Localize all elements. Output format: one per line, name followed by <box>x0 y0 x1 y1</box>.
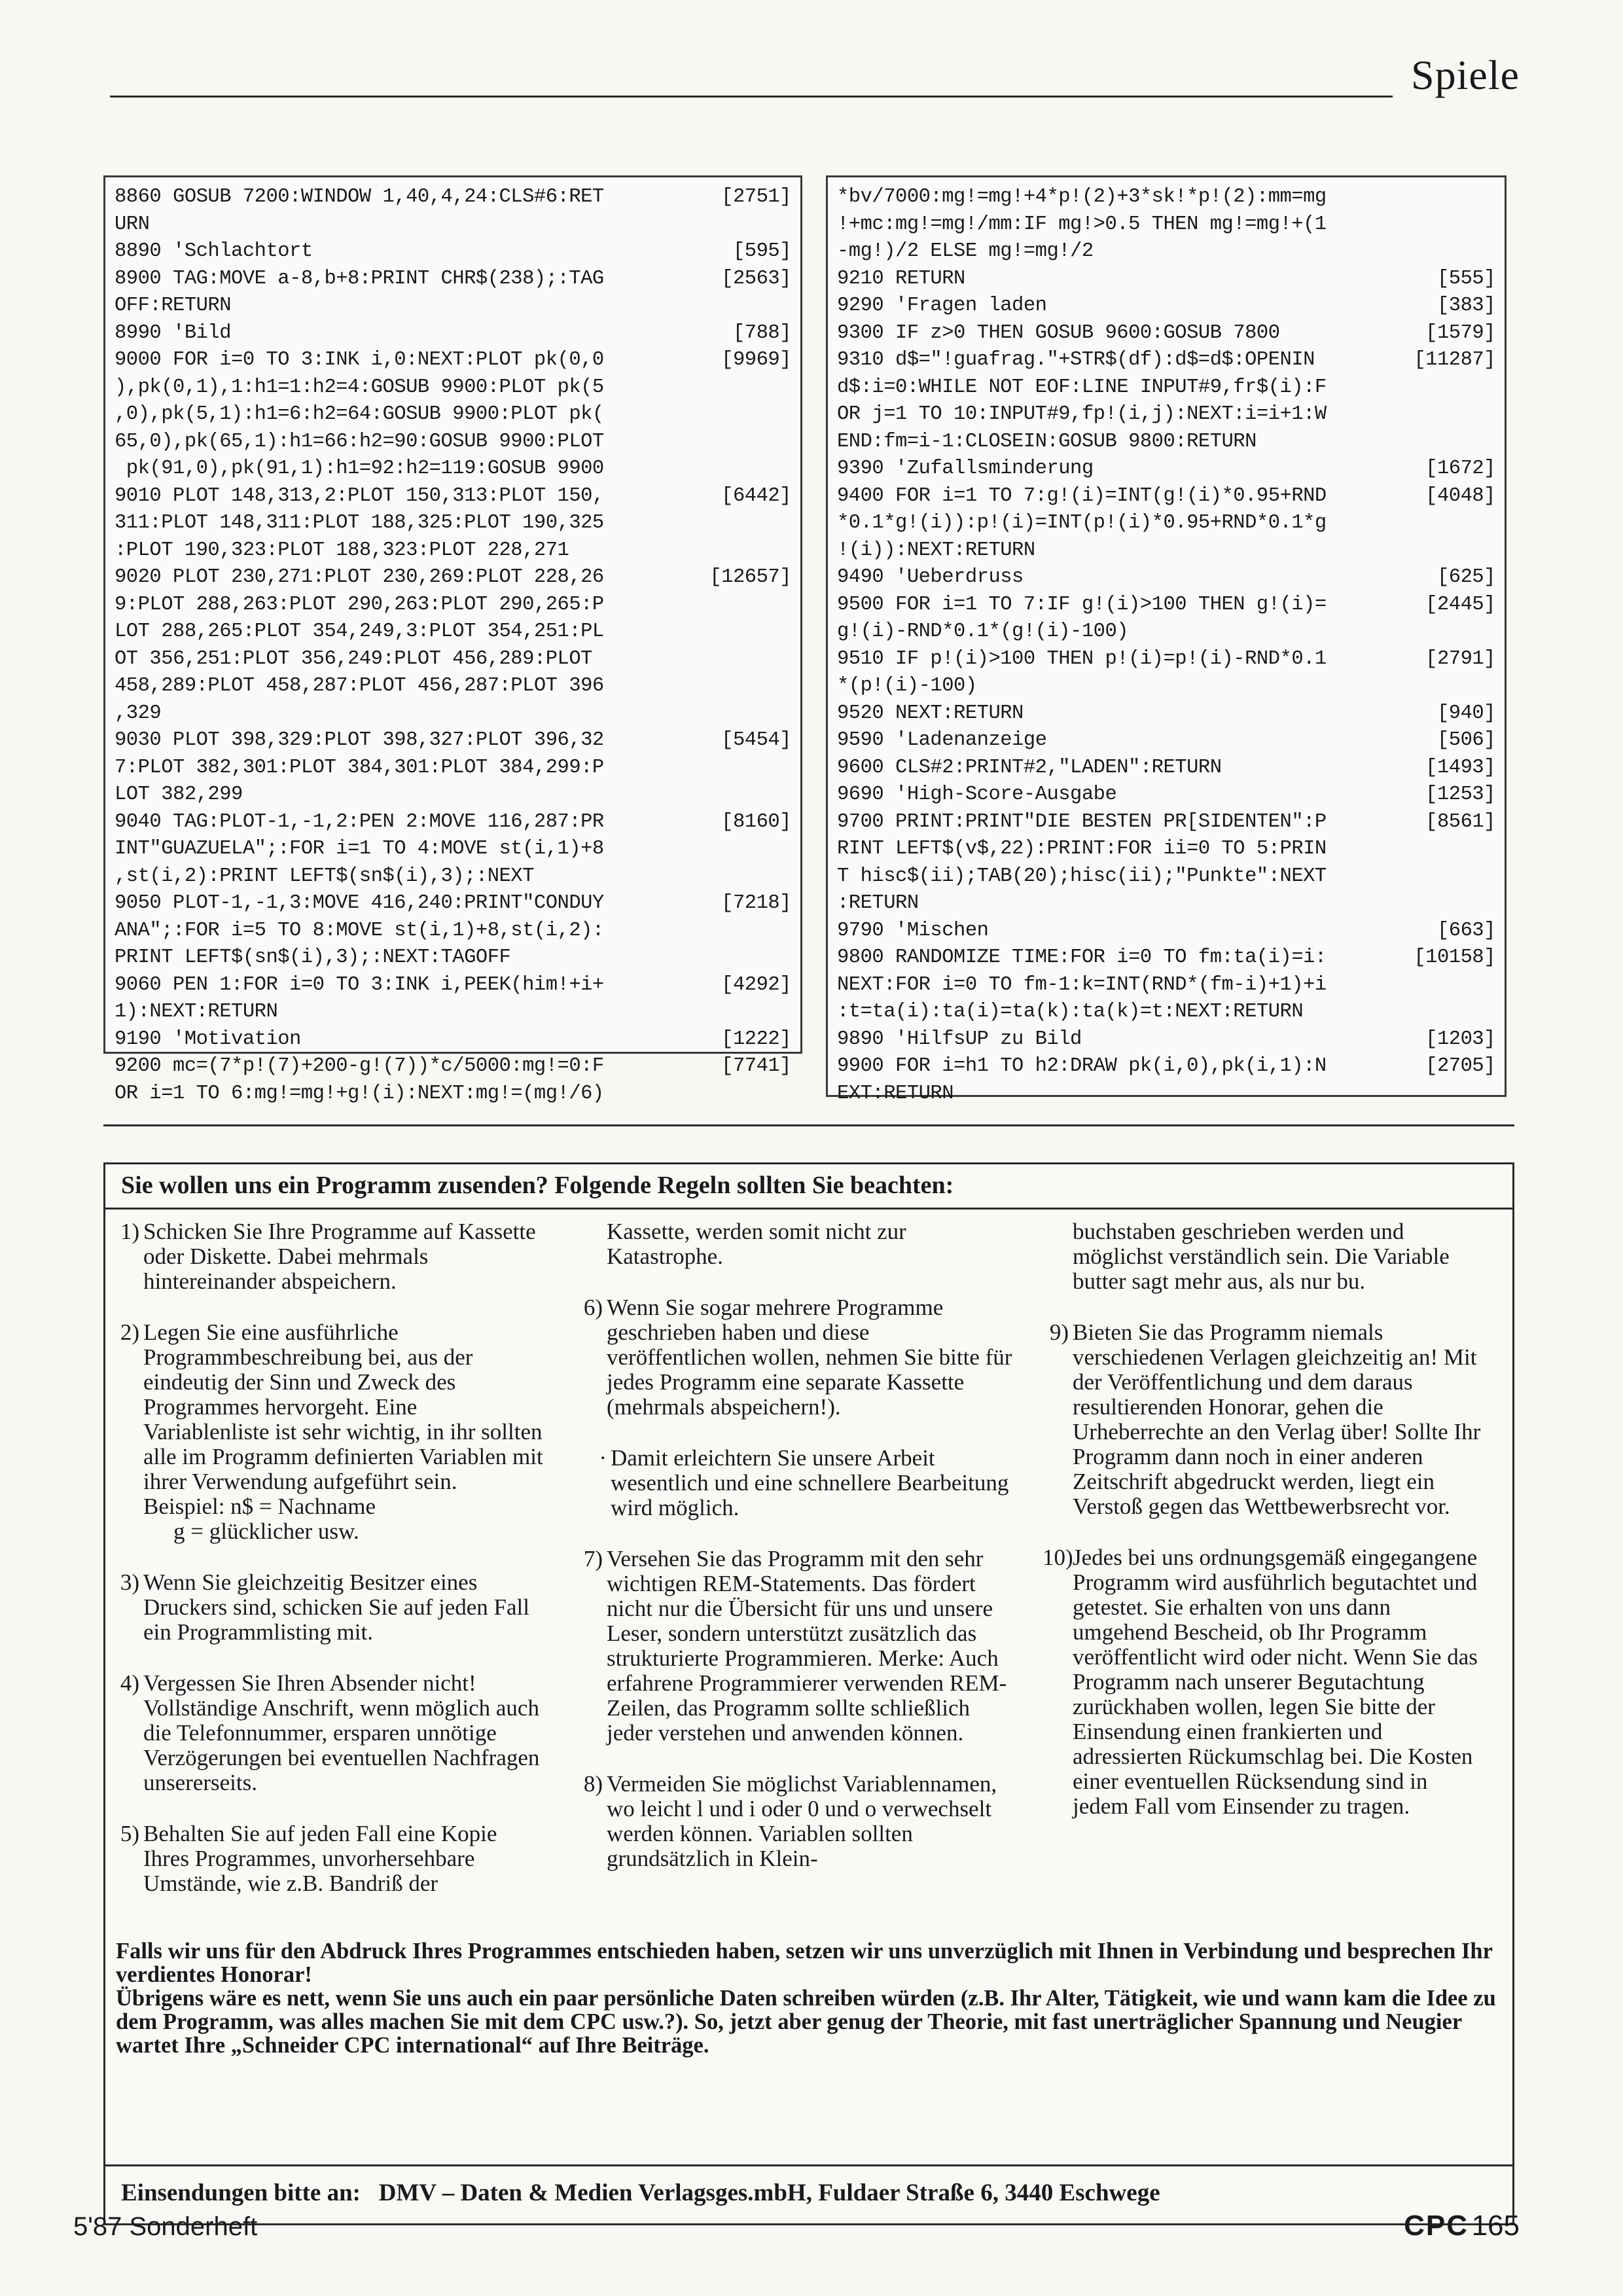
note-mark: · <box>599 1445 607 1471</box>
checksum: [4292] <box>721 973 791 996</box>
checksum: [4048] <box>1425 484 1495 507</box>
rule-9 <box>1043 1320 1482 1519</box>
checksum: [11287] <box>1414 349 1495 371</box>
code-line <box>837 592 1495 619</box>
checksum: [663] <box>1436 919 1495 942</box>
checksum: [1222] <box>721 1028 791 1050</box>
code-line <box>837 483 1495 511</box>
code-line <box>115 999 791 1026</box>
code-text: 9590 'Ladenanzeige <box>837 729 1047 751</box>
checksum: [506] <box>1436 729 1495 751</box>
code-line <box>837 890 1495 918</box>
checksum: [595] <box>732 240 791 262</box>
code-text: 65,0),pk(65,1):h1=66:h2=90:GOSUB 9900:PLOT <box>115 430 604 453</box>
code-text: 9200 mc=(7*p!(7)+200-g!(7))*c/5000:mg!=0:F <box>115 1055 604 1077</box>
code-text: 9700 PRINT:PRINT"DIE BESTEN PR[SIDENTEN":P <box>837 810 1327 833</box>
rule-number: 7) <box>583 1546 603 1571</box>
code-line <box>837 1026 1495 1054</box>
code-line <box>837 836 1495 863</box>
code-line <box>837 510 1495 537</box>
code-text: LOT 288,265:PLOT 354,249,3:PLOT 354,251:PL <box>115 620 604 643</box>
rule-text: Wenn Sie sogar mehrere Programme geschrieben haben und diese veröffentlichen wollen, nehmen Sie bitte für jedes Programm eine separate Kassette (mehrmals abspeichern!). <box>607 1295 1012 1420</box>
rule-2 <box>113 1320 545 1544</box>
code-line <box>115 510 791 537</box>
code-text: 9050 PLOT-1,-1,3:MOVE 416,240:PRINT"CONDUY <box>115 892 604 914</box>
rule-text: Behalten Sie auf jeden Fall eine Kopie Ihres Programmes, unvorhersehbare Umstände, wie z.B. Bandriß der <box>143 1821 497 1896</box>
checksum: [7741] <box>721 1055 791 1077</box>
rule-number: 3) <box>120 1570 139 1595</box>
code-text: -mg!)/2 ELSE mg!=mg!/2 <box>837 240 1094 262</box>
code-text: 9400 FOR i=1 TO 7:g!(i)=INT(g!(i)*0.95+RND <box>837 484 1327 507</box>
rule-number: 2) <box>120 1319 139 1345</box>
checksum: [8160] <box>721 810 791 833</box>
section-divider <box>103 1124 1514 1126</box>
code-text: ,329 <box>115 702 162 725</box>
code-text: 7:PLOT 382,301:PLOT 384,301:PLOT 384,299:P <box>115 756 604 779</box>
rule-number: 4) <box>120 1670 139 1696</box>
code-text: ),pk(0,1),1:h1=1:h2=4:GOSUB 9900:PLOT pk(5 <box>115 376 604 399</box>
code-text: 9020 PLOT 230,271:PLOT 230,269:PLOT 228,26 <box>115 566 604 588</box>
checksum: [2791] <box>1425 647 1495 670</box>
code-text: *bv/7000:mg!=mg!+4*p!(2)+3*sk!*p!(2):mm=mg <box>837 186 1327 208</box>
code-text: 9310 d$="!guafrag."+STR$(df):d$=d$:OPENIN <box>837 349 1315 371</box>
code-line <box>115 781 791 809</box>
code-text: pk(91,0),pk(91,1):h1=92:h2=119:GOSUB 9900 <box>115 457 604 480</box>
code-text: 9600 CLS#2:PRINT#2,"LADEN":RETURN <box>837 756 1222 779</box>
code-line <box>837 429 1495 456</box>
code-text: 8890 'Schlachtort <box>115 240 313 262</box>
closing-paragraph-1: Falls wir uns für den Abdruck Ihres Programmes entschieden haben, setzen wir uns unverzüglich mit Ihnen in Verbindung und besprechen Ihr verdientes Honorar! <box>116 1939 1493 1987</box>
code-line <box>837 238 1495 266</box>
code-text: 9490 'Ueberdruss <box>837 566 1024 588</box>
checksum: [8561] <box>1425 810 1495 833</box>
code-line <box>837 537 1495 565</box>
code-text: !+mc:mg!=mg!/mm:IF mg!>0.5 THEN mg!=mg!+(1 <box>837 213 1327 236</box>
checksum: [7218] <box>721 892 791 914</box>
rules-heading: Sie wollen uns ein Programm zusenden? Folgende Regeln sollten Sie beachten: <box>121 1172 954 1199</box>
code-text: 311:PLOT 148,311:PLOT 188,325:PLOT 190,325 <box>115 512 604 534</box>
code-line <box>115 347 791 374</box>
code-line <box>115 1081 791 1108</box>
code-text: 9:PLOT 288,263:PLOT 290,263:PLOT 290,265:P <box>115 593 604 616</box>
code-line <box>115 755 791 782</box>
code-text: *(p!(i)-100) <box>837 675 977 697</box>
code-line <box>837 700 1495 728</box>
code-text: ,0),pk(5,1):h1=6:h2=64:GOSUB 9900:PLOT pk( <box>115 403 604 425</box>
checksum: [555] <box>1436 267 1495 290</box>
code-line <box>115 890 791 918</box>
code-line <box>837 918 1495 945</box>
code-text: OR j=1 TO 10:INPUT#9,fp!(i,j):NEXT:i=i+1:W <box>837 403 1327 425</box>
rule-number: 1) <box>120 1219 139 1244</box>
code-line <box>837 320 1495 348</box>
code-text: :RETURN <box>837 892 919 914</box>
rule-text: Jedes bei uns ordnungsgemäß eingegangene Programm wird ausführlich begutachtet und getestet. Sie erhalten von uns dann umgehend Bescheid, ob Ihr Programm veröffentlicht wird oder nicht. Wenn Sie das Programm nach unserer Begutachtung zurückhaben wollen, legen Sie bitte der Einsendung einen frankierten und adressierten Rückumschlag bei. Die Kosten einer eventuellen Rücksendung sind in jedem Fall vom Einsender zu tragen. <box>1073 1545 1478 1819</box>
code-text: 9690 'High-Score-Ausgabe <box>837 783 1117 806</box>
closing-paragraph-2: Übrigens wäre es nett, wenn Sie uns auch ein paar persönliche Daten schreiben würden (z.B. Ihr Alter, Tätigkeit, wie und wann kam die Idee zu dem Programm, was alles machen Sie mit dem CPC usw.?). So, jetzt aber genug der Theorie, mit fast unerträglicher Spannung und Neugier wartet Ihre „Schneider CPC international“ auf Ihre Beiträge. <box>116 1986 1496 2058</box>
code-text: 458,289:PLOT 458,287:PLOT 456,287:PLOT 396 <box>115 675 604 697</box>
code-text: 9790 'Mischen <box>837 919 989 942</box>
code-text: 1):NEXT:RETURN <box>115 1001 278 1023</box>
rule-1 <box>113 1219 545 1294</box>
rule-3 <box>113 1570 545 1645</box>
rules-column-2 <box>577 1219 1014 1897</box>
checksum: [5454] <box>721 729 791 751</box>
submission-rules-box <box>103 1162 1514 2225</box>
code-line <box>115 266 791 293</box>
checksum: [1253] <box>1425 783 1495 806</box>
code-text: 9300 IF z>0 THEN GOSUB 9600:GOSUB 7800 <box>837 321 1280 344</box>
send-address <box>121 2179 1160 2207</box>
code-text: NEXT:FOR i=0 TO fm-1:k=INT(RND*(fm-i)+1)+i <box>837 973 1327 996</box>
rule-text: Vermeiden Sie möglichst Variablennamen, wo leicht l und i oder 0 und o verwechselt werden können. Variablen sollten grundsätzlich in Klein- <box>607 1771 997 1871</box>
rule-8-continuation: buchstaben geschrieben werden und möglichst verständlich sein. Die Variable butter sagt mehr aus, als nur bu. <box>1073 1219 1450 1294</box>
code-text: 9500 FOR i=1 TO 7:IF g!(i)>100 THEN g!(i)= <box>837 593 1327 616</box>
code-line <box>115 211 791 239</box>
code-text: 9290 'Fragen laden <box>837 295 1047 317</box>
code-line <box>837 809 1495 836</box>
heading-rule <box>105 1208 1512 1210</box>
code-line <box>837 347 1495 374</box>
code-text: OR i=1 TO 6:mg!=mg!+g!(i):NEXT:mg!=(mg!/6) <box>115 1082 604 1105</box>
rule-number: 5) <box>120 1821 139 1846</box>
listing-right <box>826 175 1507 1105</box>
code-line <box>115 836 791 863</box>
checksum: [2751] <box>721 186 791 208</box>
listing-left <box>103 175 802 1105</box>
code-text: *0.1*g!(i)):p!(i)=INT(p!(i)*0.95+RND*0.1*g <box>837 512 1327 534</box>
code-text: RINT LEFT$(v$,22):PRINT:FOR ii=0 TO 5:PRIN <box>837 838 1327 860</box>
issue-label: 5'87 Sonderheft <box>73 2212 258 2241</box>
rule-number: 8) <box>583 1771 603 1797</box>
code-line <box>837 266 1495 293</box>
code-line <box>115 727 791 755</box>
code-text: ,st(i,2):PRINT LEFT$(sn$(i),3);:NEXT <box>115 865 534 888</box>
code-text: 9900 FOR i=h1 TO h2:DRAW pk(i,0),pk(i,1):N <box>837 1055 1327 1077</box>
code-line <box>115 918 791 945</box>
checksum: [383] <box>1436 295 1495 317</box>
checksum: [1579] <box>1425 321 1495 344</box>
code-line <box>837 1053 1495 1081</box>
checksum: [2563] <box>721 267 791 290</box>
code-text: 9520 NEXT:RETURN <box>837 702 1024 725</box>
code-text: 9000 FOR i=0 TO 3:INK i,0:NEXT:PLOT pk(0,0 <box>115 349 604 371</box>
rule-10 <box>1043 1545 1482 1819</box>
code-line <box>837 755 1495 782</box>
rule-4 <box>113 1671 545 1795</box>
code-line <box>115 619 791 646</box>
code-text: d$:i=0:WHILE NOT EOF:LINE INPUT#9,fr$(i):F <box>837 376 1327 399</box>
checksum: [940] <box>1436 702 1495 725</box>
code-text: PRINT LEFT$(sn$(i),3);:NEXT:TAGOFF <box>115 946 511 969</box>
page-number: 165 <box>1471 2210 1520 2242</box>
code-line <box>115 1053 791 1081</box>
code-line <box>115 401 791 429</box>
code-line <box>837 374 1495 402</box>
code-line <box>115 592 791 619</box>
code-line <box>115 429 791 456</box>
rule-text: Versehen Sie das Programm mit den sehr wichtigen REM-Statements. Das fördert nicht nur die Übersicht für uns und unsere Leser, sondern unterstützt zusätzlich das strukturierte Programmieren. Merke: Auch erfahrene Programmierer verwenden REM-Zeilen, das Programm sollte schließlich jeder verstehen und anwenden können. <box>607 1546 1007 1746</box>
code-line <box>115 863 791 891</box>
code-text: OT 356,251:PLOT 356,249:PLOT 456,289:PLOT <box>115 647 592 670</box>
code-line <box>115 1026 791 1054</box>
code-text: 8860 GOSUB 7200:WINDOW 1,40,4,24:CLS#6:RET <box>115 186 604 208</box>
brand-logo: CPC <box>1404 2210 1469 2242</box>
code-line <box>837 184 1495 211</box>
code-text: URN <box>115 213 150 236</box>
code-line <box>837 456 1495 483</box>
code-line <box>837 211 1495 239</box>
rules-closing <box>116 1939 1497 2057</box>
checksum: [625] <box>1436 566 1495 588</box>
code-text: OFF:RETURN <box>115 295 232 317</box>
code-text: 9510 IF p!(i)>100 THEN p!(i)=p!(i)-RND*0.1 <box>837 647 1327 670</box>
code-line <box>837 619 1495 646</box>
code-text: 9190 'Motivation <box>115 1028 301 1050</box>
rule-7 <box>577 1547 1014 1746</box>
code-text: 9010 PLOT 148,313,2:PLOT 150,313:PLOT 150, <box>115 484 604 507</box>
checksum: [1672] <box>1425 457 1495 480</box>
code-line <box>837 646 1495 673</box>
code-line <box>115 646 791 673</box>
code-text: g!(i)-RND*0.1*(g!(i)-100) <box>837 620 1129 643</box>
code-line <box>115 320 791 348</box>
code-text: 9060 PEN 1:FOR i=0 TO 3:INK i,PEEK(him!+i+ <box>115 973 604 996</box>
rule-5-continuation: Kassette, werden somit nicht zur Katastrophe. <box>607 1219 906 1269</box>
rule-6 <box>577 1295 1014 1420</box>
rule-text: Legen Sie eine ausführliche Programmbeschreibung bei, aus der eindeutig der Sinn und Zweck des Programmes hervorgeht. Eine Variablenliste ist sehr wichtig, in ihr sollten alle im Programm definierten Variablen mit ihrer Verwendung aufgeführt sein. <box>143 1319 543 1494</box>
rule-5 <box>113 1821 545 1896</box>
code-text: 8900 TAG:MOVE a-8,b+8:PRINT CHR$(238);:TAG <box>115 267 604 290</box>
code-line <box>115 374 791 402</box>
code-line <box>115 483 791 511</box>
section-title: Spiele <box>1411 52 1520 98</box>
code-line <box>115 537 791 565</box>
rule-8 <box>577 1772 1014 1871</box>
rules-column-3 <box>1043 1219 1482 1845</box>
checksum: [12657] <box>709 566 791 588</box>
rule-number: 6) <box>583 1295 603 1320</box>
checksum: [6442] <box>721 484 791 507</box>
code-line <box>837 293 1495 320</box>
code-text: LOT 382,299 <box>115 783 243 806</box>
code-text: 9390 'Zufallsminderung <box>837 457 1094 480</box>
checksum: [9969] <box>721 349 791 371</box>
checksum: [1203] <box>1425 1028 1495 1050</box>
code-text: !(i)):NEXT:RETURN <box>837 539 1035 562</box>
checksum: [2445] <box>1425 593 1495 616</box>
code-line <box>837 999 1495 1026</box>
code-line <box>837 673 1495 700</box>
code-line <box>837 972 1495 999</box>
code-line <box>115 293 791 320</box>
code-text: :PLOT 190,323:PLOT 188,323:PLOT 228,271 <box>115 539 569 562</box>
send-label: Einsendungen bitte an: <box>121 2179 361 2206</box>
code-text: 9210 RETURN <box>837 267 965 290</box>
code-line <box>837 863 1495 891</box>
checksum: [2705] <box>1425 1055 1495 1077</box>
example-line: g = glücklicher usw. <box>173 1518 359 1544</box>
code-line <box>837 944 1495 972</box>
code-text: END:fm=i-1:CLOSEIN:GOSUB 9800:RETURN <box>837 430 1257 453</box>
code-line <box>837 564 1495 592</box>
code-text: ANA";:FOR i=5 TO 8:MOVE st(i,1)+8,st(i,2): <box>115 919 604 942</box>
code-line <box>837 727 1495 755</box>
code-line <box>115 809 791 836</box>
send-address-text: DMV – Daten & Medien Verlagsges.mbH, Fuldaer Straße 6, 3440 Eschwege <box>378 2179 1160 2206</box>
address-rule <box>105 2164 1512 2166</box>
code-line <box>115 238 791 266</box>
code-text: T hisc$(ii);TAB(20);hisc(ii);"Punkte":NEXT <box>837 865 1327 888</box>
rule-number: 10) <box>1043 1545 1073 1570</box>
code-line <box>115 456 791 483</box>
rules-column-1 <box>113 1219 545 1922</box>
checksum: [1493] <box>1425 756 1495 779</box>
code-line <box>837 781 1495 809</box>
code-line <box>115 184 791 211</box>
rule-text: Wenn Sie gleichzeitig Besitzer eines Druckers sind, schicken Sie auf jeden Fall ein Programmlisting mit. <box>143 1570 529 1645</box>
rule-text: Schicken Sie Ihre Programme auf Kassette oder Diskette. Dabei mehrmals hintereinander abspeichern. <box>143 1219 536 1294</box>
code-text: 9890 'HilfsUP zu Bild <box>837 1028 1082 1050</box>
code-text: 9040 TAG:PLOT-1,-1,2:PEN 2:MOVE 116,287:PR <box>115 810 604 833</box>
checksum: [10158] <box>1414 946 1495 969</box>
code-line <box>837 401 1495 429</box>
example-line: Beispiel: n$ = Nachname <box>143 1494 376 1519</box>
code-text: 9030 PLOT 398,329:PLOT 398,327:PLOT 396,32 <box>115 729 604 751</box>
checksum: [788] <box>732 321 791 344</box>
code-line <box>115 972 791 999</box>
code-text: :t=ta(i):ta(i)=ta(k):ta(k)=t:NEXT:RETURN <box>837 1001 1304 1023</box>
code-line <box>115 700 791 728</box>
code-text: 9800 RANDOMIZE TIME:FOR i=0 TO fm:ta(i)=i: <box>837 946 1327 969</box>
code-text: 8990 'Bild <box>115 321 232 344</box>
code-text: INT"GUAZUELA";:FOR i=1 TO 4:MOVE st(i,1)+8 <box>115 838 604 860</box>
code-line <box>115 673 791 700</box>
code-line <box>115 944 791 972</box>
code-text: EXT:RETURN <box>837 1082 954 1105</box>
code-line <box>837 1081 1495 1108</box>
note-text: Damit erleichtern Sie unsere Arbeit wesentlich und eine schnellere Bearbeitung wird möglich. <box>611 1445 1009 1520</box>
code-line <box>115 564 791 592</box>
note <box>577 1446 1014 1520</box>
rule-text: Bieten Sie das Programm niemals verschiedenen Verlagen gleichzeitig an! Mit der Veröffentlichung und dem daraus resultierenden Honorar, gehen die Urheberrechte an den Verlag über! Sollte Ihr Programm dann noch in einer anderen Zeitschrift abgedruckt werden, liegt ein Verstoß gegen das Wettbewerbsrecht vor. <box>1073 1319 1481 1519</box>
rule-text: Vergessen Sie Ihren Absender nicht! Vollständige Anschrift, wenn möglich auch die Telefonnummer, ersparen unnötige Verzögerungen bei eventuellen Nachfragen unsererseits. <box>143 1670 540 1795</box>
rule-number: 9) <box>1049 1319 1069 1345</box>
header-rule <box>110 96 1393 98</box>
